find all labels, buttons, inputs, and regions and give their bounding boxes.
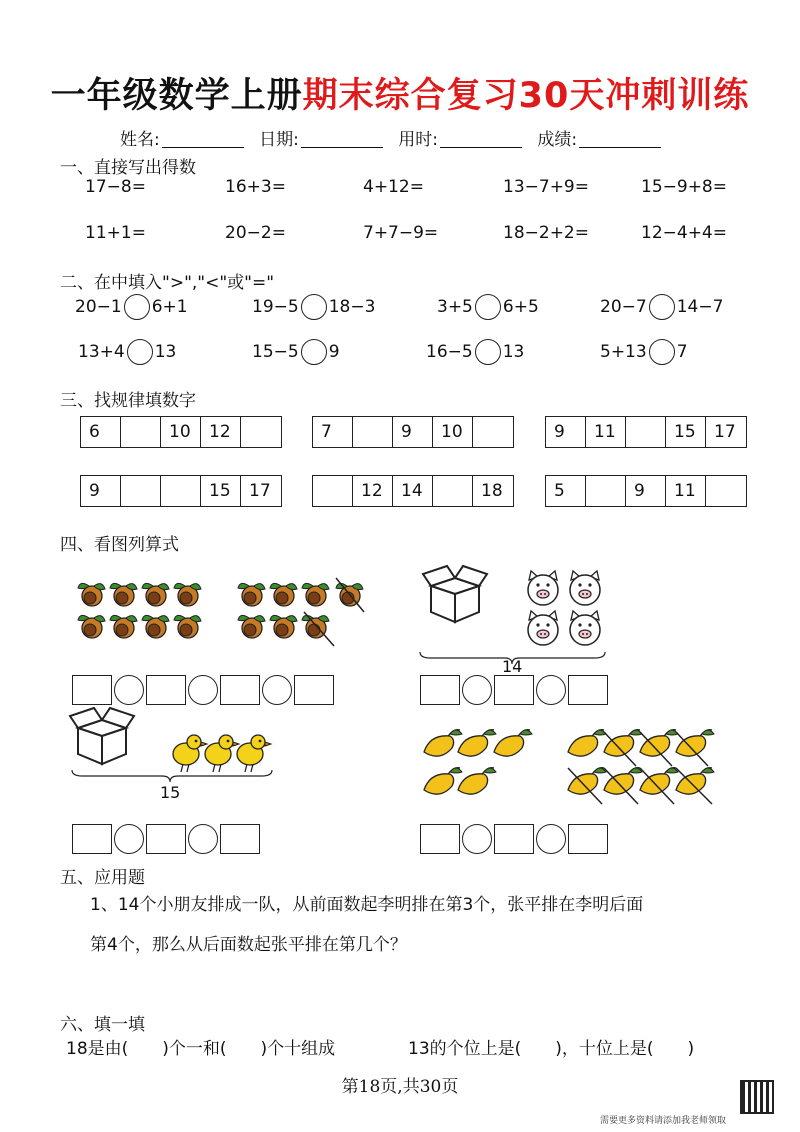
info-line [120, 125, 671, 150]
calc-item: 16+3= [225, 177, 286, 197]
section6-heading: 六、填一填 [60, 1015, 145, 1035]
compare-item: 19−5 18−3 [252, 294, 375, 320]
sequence-cell: 5 [546, 476, 586, 506]
answer-box[interactable] [568, 675, 608, 705]
answer-box[interactable] [72, 675, 112, 705]
sequence-cell: 17 [714, 422, 736, 442]
compare-circle[interactable] [301, 294, 327, 320]
box-icon [70, 708, 134, 764]
sequence-cell: 18 [481, 481, 503, 501]
operator-circle[interactable] [114, 675, 144, 705]
answer-box[interactable] [420, 675, 460, 705]
calc-item: 4+12= [363, 177, 424, 197]
section5-heading: 五、应用题 [60, 868, 145, 888]
calc-item: 20−2= [225, 223, 286, 243]
date-field[interactable]: 日期: [259, 125, 383, 150]
answer-box[interactable] [146, 675, 186, 705]
sequence-cell[interactable] [313, 476, 353, 506]
answer-box[interactable] [220, 824, 260, 854]
compare-circle[interactable] [649, 294, 675, 320]
sequence-cell: 9 [81, 476, 121, 506]
pig-total-label: 14 [502, 657, 523, 676]
sequence-cell: 6 [81, 417, 121, 447]
total-brace [72, 770, 272, 782]
title-red: 期末综合复习30天冲刺训练 [302, 76, 750, 116]
compare-item: 16−5 13 [426, 339, 524, 365]
operator-circle[interactable] [536, 675, 566, 705]
calc-item: 13−7+9= [503, 177, 589, 197]
page-number: 第18页,共30页 [341, 1077, 459, 1097]
answer-box[interactable] [494, 675, 534, 705]
sequence-cell[interactable] [473, 417, 513, 447]
operator-circle[interactable] [262, 675, 292, 705]
sequence-row [545, 416, 747, 448]
page-title [0, 68, 800, 118]
operator-circle[interactable] [188, 675, 218, 705]
pig-group [528, 571, 600, 645]
sequence-cell: 12 [201, 417, 241, 447]
section1-heading: 一、直接写出得数 [60, 158, 196, 178]
sequence-cell: 15 [201, 476, 241, 506]
sequence-cell[interactable] [353, 417, 393, 447]
compare-circle[interactable] [475, 339, 501, 365]
title-black: 一年级数学上册 [50, 76, 303, 116]
sequence-cell: 12 [353, 476, 393, 506]
peach-group-left [78, 583, 201, 638]
sequence-cell: 11 [586, 417, 626, 447]
sequence-cell: 9 [626, 476, 666, 506]
sequence-cell: 17 [249, 481, 271, 501]
sequence-row [80, 475, 282, 507]
sequence-row [312, 416, 514, 448]
name-field[interactable]: 姓名: [120, 125, 244, 150]
answer-box[interactable] [72, 824, 112, 854]
score-field[interactable]: 成绩: [537, 125, 661, 150]
calc-item: 7+7−9= [363, 223, 439, 243]
calc-item: 12−4+4= [641, 223, 727, 243]
mango-group-left [424, 730, 532, 795]
compare-circle[interactable] [124, 294, 150, 320]
chick-group [173, 735, 271, 772]
compare-item: 20−7 14−7 [600, 294, 723, 320]
compare-item: 3+5 6+5 [437, 294, 539, 320]
equation-row [72, 824, 260, 854]
compare-circle[interactable] [649, 339, 675, 365]
compare-item: 13+4 13 [78, 339, 176, 365]
answer-box[interactable] [420, 824, 460, 854]
sequence-cell[interactable] [121, 476, 161, 506]
equation-row [420, 824, 608, 854]
sequence-cell[interactable] [161, 476, 201, 506]
section4-heading: 四、看图列算式 [60, 535, 179, 555]
answer-box[interactable] [146, 824, 186, 854]
operator-circle[interactable] [188, 824, 218, 854]
sequence-cell: 14 [393, 476, 433, 506]
sequence-row [312, 475, 514, 507]
sequence-cell: 7 [313, 417, 353, 447]
sequence-cell: 9 [546, 417, 586, 447]
sequence-cell[interactable] [433, 476, 473, 506]
sequence-cell[interactable] [626, 417, 666, 447]
answer-box[interactable] [220, 675, 260, 705]
sequence-cell: 9 [393, 417, 433, 447]
word-problem-line2: 第4个，那么从后面数起张平排在第几个？ [90, 935, 407, 955]
compare-item: 5+13 7 [600, 339, 688, 365]
sequence-row [80, 416, 282, 448]
calc-item: 15−9+8= [641, 177, 727, 197]
operator-circle[interactable] [536, 824, 566, 854]
sequence-cell: 11 [666, 476, 706, 506]
compare-item: 20−1 6+1 [75, 294, 188, 320]
answer-box[interactable] [294, 675, 334, 705]
sequence-row [545, 475, 747, 507]
operator-circle[interactable] [462, 675, 492, 705]
section3-heading: 三、找规律填数字 [60, 391, 196, 411]
compare-circle[interactable] [475, 294, 501, 320]
sequence-cell[interactable] [121, 417, 161, 447]
compare-circle[interactable] [127, 339, 153, 365]
box-icon [423, 566, 487, 622]
answer-box[interactable] [568, 824, 608, 854]
sequence-cell: 15 [666, 417, 706, 447]
compare-item: 15−5 9 [252, 339, 340, 365]
calc-item: 11+1= [85, 223, 146, 243]
word-problem-line1: 1、14个小朋友排成一队，从前面数起李明排在第3个，张平排在李明后面 [90, 895, 644, 915]
chick-total-label: 15 [160, 783, 181, 802]
peach-group-right [238, 578, 364, 646]
sequence-cell[interactable] [706, 476, 746, 506]
sequence-cell: 10 [161, 417, 201, 447]
sequence-cell[interactable] [241, 417, 281, 447]
calc-item: 18−2+2= [503, 223, 589, 243]
answer-box[interactable] [494, 824, 534, 854]
operator-circle[interactable] [462, 824, 492, 854]
equation-row [420, 675, 608, 705]
sequence-cell: 10 [433, 417, 473, 447]
picture-area [0, 560, 800, 860]
footer-note: 需要更多资料请添加我老师领取 [600, 1116, 727, 1126]
operator-circle[interactable] [114, 824, 144, 854]
section2-heading: 二、在中填入">","<"或"=" [60, 273, 275, 293]
qr-code-icon [740, 1080, 774, 1114]
compare-circle[interactable] [301, 339, 327, 365]
mango-group-right [568, 730, 714, 804]
time-field[interactable]: 用时: [398, 125, 522, 150]
fill-question-1: 18是由( )个一和( )个十组成 [66, 1039, 336, 1059]
equation-row [72, 675, 334, 705]
fill-question-2: 13的个位上是( )，十位上是( ) [408, 1039, 695, 1059]
calc-item: 17−8= [85, 177, 146, 197]
sequence-cell[interactable] [586, 476, 626, 506]
